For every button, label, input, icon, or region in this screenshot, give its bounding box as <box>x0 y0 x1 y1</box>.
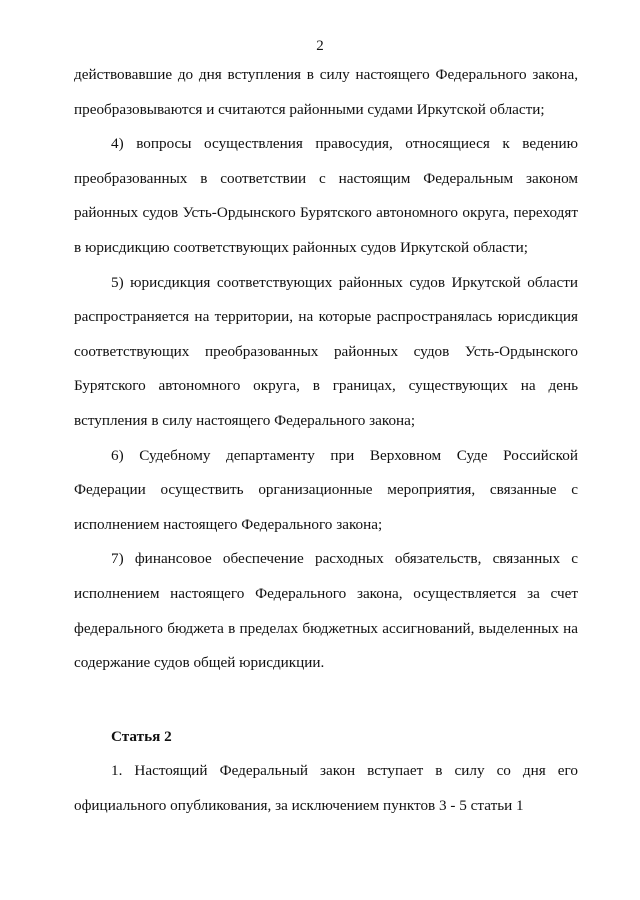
paragraph-article2-item-1: 1. Настоящий Федеральный закон вступает в силу со дня его официального опубликования, за исключением пунктов 3 - 5 статьи 1 <box>74 762 578 814</box>
paragraph-item-6: 6) Судебному департаменту при Верховном Суде Российской Федерации осуществить организационные мероприятия, связанные с исполнением настоящего Федерального закона; <box>74 446 578 533</box>
page-number: 2 <box>316 38 324 54</box>
paragraph-item-7: 7) финансовое обеспечение расходных обязательств, связанных с исполнением настоящего Федерального закона, осуществляется за счет федерального бюджета в пределах бюджетных ассигнований, выделенных на содержание судов общей юрисдикции. <box>74 550 578 672</box>
document-body <box>74 58 578 823</box>
article-heading: Статья 2 <box>111 727 172 745</box>
paragraph-item-4: 4) вопросы осуществления правосудия, относящиеся к ведению преобразованных в соответствии с настоящим Федеральным законом районных судов Усть-Ордынского Бурятского автономного округа, переходят в юрисдикцию соответствующих районных судов Иркутской области; <box>74 135 578 256</box>
paragraph-continuation: действовавшие до дня вступления в силу настоящего Федерального закона, преобразовываются и считаются районными судами Иркутской области; <box>74 66 578 118</box>
paragraph-item-5: 5) юрисдикция соответствующих районных судов Иркутской области распространяется на территории, на которые распространялась юрисдикция соответствующих преобразованных районных судов Усть-Ордынского Бурятского автономного округа, в границах, существующих на день вступления в силу настоящего Федерального закона; <box>74 273 578 429</box>
